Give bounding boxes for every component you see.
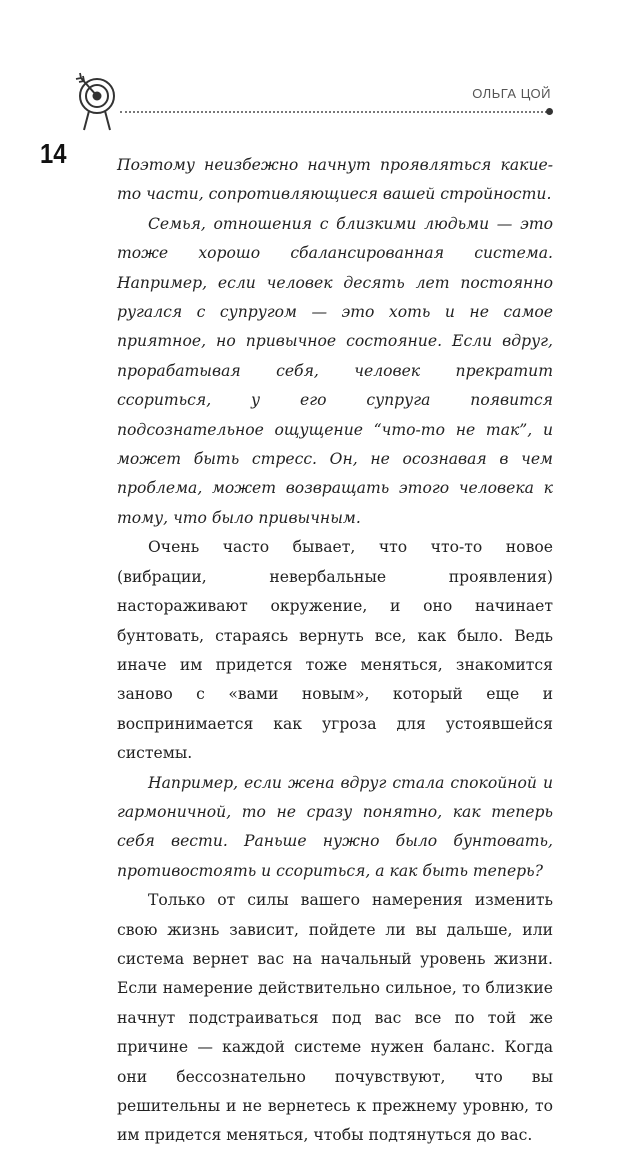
paragraph: Очень часто бывает, что что-то новое (вибрации, невербальные проявления) настораживают окружение, и оно начинает бунтовать, стараясь вернуть все, как было. Ведь иначе им придется тоже меняться, знакомится заново с «вами новым», который еще и воспринимается как угроза для устоявшейся системы. bbox=[117, 538, 553, 763]
paragraph: Только от силы вашего намерения изменить свою жизнь зависит, пойдете ли вы дальше, или система вернет вас на начальный уровень жизни. Если намерение действительно сильное, то близкие начнут подстраиваться под вас все по той же причине — каждой системе нужен баланс. Когда они бессознательно почувствуют, что вы решительны и не вернетесь к прежнему уровню, то им придется меняться, чтобы подтянуться до вас. bbox=[117, 891, 553, 1145]
header-rule-end-dot bbox=[546, 108, 553, 115]
paragraph: Поэтому неизбежно начнут проявляться какие-то части, сопротивляющиеся вашей стройности. bbox=[117, 156, 553, 204]
page-number: 14 bbox=[40, 138, 67, 169]
target-arrow-icon bbox=[73, 72, 123, 132]
author-name: ОЛЬГА ЦОЙ bbox=[472, 86, 551, 101]
paragraph: Семья, отношения с близкими людьми — это тоже хорошо сбалансированная система. Например, если человек десять лет постоянно ругался с супругом — это хоть и не самое приятное, но привычное состояние. Если вдруг, прорабатывая себя, человек прекратит ссориться, у его супруга появится подсознательное ощущение “что-то не так”, и может быть стресс. Он, не осознавая в чем проблема, может возвращать этого человека к тому, что было привычным. bbox=[117, 214, 553, 527]
paragraph: Например, если жена вдруг стала спокойной и гармоничной, то не сразу понятно, как теперь себя вести. Раньше нужно было бунтовать, противостоять и ссориться, а как быть теперь? bbox=[117, 773, 553, 880]
header-dotted-rule bbox=[120, 111, 551, 113]
body-text bbox=[117, 151, 553, 1151]
